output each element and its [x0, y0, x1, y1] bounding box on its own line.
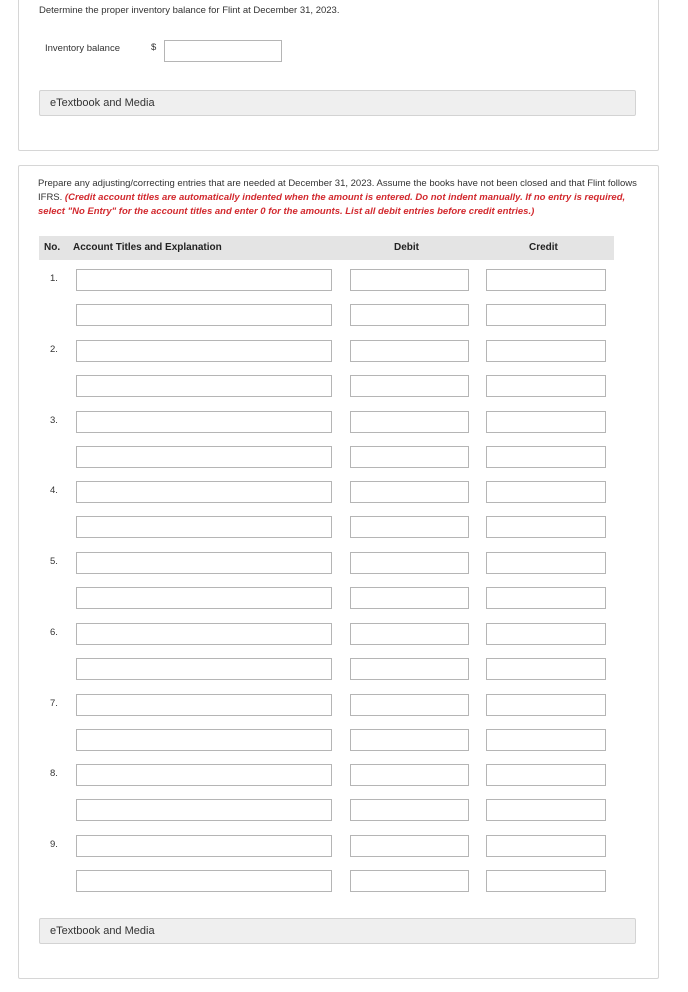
inventory-balance-input[interactable] — [164, 40, 282, 62]
credit-input[interactable] — [486, 587, 606, 609]
credit-input[interactable] — [486, 694, 606, 716]
entry-number: 9. — [50, 839, 58, 850]
column-header-account: Account Titles and Explanation — [73, 242, 222, 253]
credit-input[interactable] — [486, 764, 606, 786]
account-title-input[interactable] — [76, 658, 332, 680]
account-title-input[interactable] — [76, 552, 332, 574]
inventory-balance-panel — [18, 0, 659, 151]
credit-input[interactable] — [486, 623, 606, 645]
debit-input[interactable] — [350, 764, 469, 786]
account-title-input[interactable] — [76, 446, 332, 468]
journal-prompt-instructions: (Credit account titles are automatically indented when the amount is entered. Do not indent manually. If no entry is required, select "No Entry" for the account titles and enter 0 for the amounts. List all debit entries before credit entries.) — [38, 192, 626, 217]
account-title-input[interactable] — [76, 799, 332, 821]
account-title-input[interactable] — [76, 694, 332, 716]
credit-input[interactable] — [486, 835, 606, 857]
account-title-input[interactable] — [76, 587, 332, 609]
debit-input[interactable] — [350, 269, 469, 291]
debit-input[interactable] — [350, 516, 469, 538]
debit-input[interactable] — [350, 375, 469, 397]
credit-input[interactable] — [486, 340, 606, 362]
debit-input[interactable] — [350, 694, 469, 716]
account-title-input[interactable] — [76, 623, 332, 645]
credit-input[interactable] — [486, 481, 606, 503]
debit-input[interactable] — [350, 411, 469, 433]
credit-input[interactable] — [486, 375, 606, 397]
credit-input[interactable] — [486, 269, 606, 291]
credit-input[interactable] — [486, 304, 606, 326]
credit-input[interactable] — [486, 552, 606, 574]
debit-input[interactable] — [350, 340, 469, 362]
account-title-input[interactable] — [76, 870, 332, 892]
column-header-no: No. — [44, 242, 61, 253]
account-title-input[interactable] — [76, 304, 332, 326]
etextbook-media-button-2[interactable]: eTextbook and Media — [39, 918, 636, 944]
debit-input[interactable] — [350, 446, 469, 468]
journal-table-header — [39, 236, 614, 260]
account-title-input[interactable] — [76, 764, 332, 786]
account-title-input[interactable] — [76, 516, 332, 538]
entry-number: 5. — [50, 556, 58, 567]
entry-number: 8. — [50, 768, 58, 780]
debit-input[interactable] — [350, 623, 469, 645]
debit-input[interactable] — [350, 729, 469, 751]
inventory-balance-label: Inventory balance — [45, 43, 120, 54]
credit-input[interactable] — [486, 729, 606, 751]
credit-input[interactable] — [486, 870, 606, 892]
credit-input[interactable] — [486, 411, 606, 433]
etextbook-media-button-1[interactable]: eTextbook and Media — [39, 90, 636, 116]
account-title-input[interactable] — [76, 375, 332, 397]
account-title-input[interactable] — [76, 411, 332, 433]
column-header-credit: Credit — [529, 242, 558, 253]
entry-number: 2. — [50, 343, 58, 355]
debit-input[interactable] — [350, 799, 469, 821]
entry-number: 7. — [50, 697, 58, 709]
currency-symbol: $ — [151, 42, 157, 53]
debit-input[interactable] — [350, 658, 469, 680]
inventory-prompt: Determine the proper inventory balance for Flint at December 31, 2023. — [39, 5, 340, 16]
account-title-input[interactable] — [76, 835, 332, 857]
credit-input[interactable] — [486, 516, 606, 538]
credit-input[interactable] — [486, 446, 606, 468]
entry-number: 6. — [50, 626, 58, 638]
account-title-input[interactable] — [76, 481, 332, 503]
account-title-input[interactable] — [76, 340, 332, 362]
debit-input[interactable] — [350, 835, 469, 857]
entry-number: 1. — [50, 273, 58, 284]
journal-prompt — [38, 177, 638, 219]
entry-number: 4. — [50, 485, 58, 497]
debit-input[interactable] — [350, 481, 469, 503]
account-title-input[interactable] — [76, 269, 332, 291]
entry-number: 3. — [50, 414, 58, 426]
journal-entries-panel — [18, 165, 659, 979]
column-header-debit: Debit — [394, 242, 419, 253]
debit-input[interactable] — [350, 870, 469, 892]
debit-input[interactable] — [350, 587, 469, 609]
account-title-input[interactable] — [76, 729, 332, 751]
credit-input[interactable] — [486, 658, 606, 680]
debit-input[interactable] — [350, 304, 469, 326]
journal-prompt-text: Prepare any adjusting/correcting entries that are needed at December 31, 2023. Assume the books have not been closed and that Flint follows IFRS. — [38, 178, 637, 203]
credit-input[interactable] — [486, 799, 606, 821]
debit-input[interactable] — [350, 552, 469, 574]
